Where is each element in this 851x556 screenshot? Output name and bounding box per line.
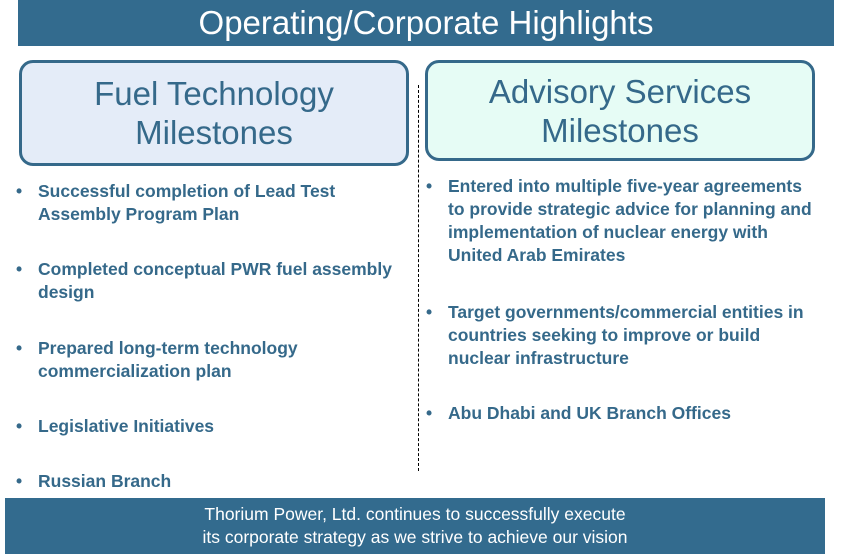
bullet-icon: • (16, 471, 23, 491)
list-item (16, 258, 411, 304)
column-divider (418, 85, 419, 471)
advisory-services-heading-line1: Advisory Services (488, 72, 752, 110)
footer-line1: Thorium Power, Ltd. continues to successfully execute (204, 504, 626, 524)
list-item (426, 402, 821, 425)
advisory-services-heading-line2: Milestones (541, 111, 699, 149)
advisory-services-list (426, 175, 821, 425)
bullet-icon: • (16, 181, 23, 201)
list-item (16, 415, 411, 438)
bullet-icon: • (426, 403, 433, 423)
fuel-technology-heading-line2: Milestones (135, 114, 293, 151)
list-item-text: Target governments/commercial entities in countries seeking to improve or build nuclear infrastructure (448, 302, 804, 368)
list-item (16, 337, 411, 383)
list-item (16, 470, 411, 493)
footer-line2: its corporate strategy as we strive to achieve our vision (202, 527, 628, 547)
page-title: Operating/Corporate Highlights (198, 4, 654, 41)
fuel-technology-heading-line1: Fuel Technology (94, 75, 334, 112)
list-item-text: Completed conceptual PWR fuel assembly design (38, 259, 392, 302)
list-item-text: Abu Dhabi and UK Branch Offices (448, 403, 731, 423)
fuel-technology-heading-box (19, 60, 409, 166)
bullet-icon: • (16, 259, 23, 279)
advisory-services-heading-box (425, 60, 815, 161)
title-banner (18, 0, 834, 46)
bullet-icon: • (16, 416, 23, 436)
bullet-icon: • (426, 302, 433, 322)
list-item-text: Russian Branch (38, 471, 172, 491)
list-item (16, 180, 411, 226)
bullet-icon: • (426, 176, 433, 196)
list-item (426, 175, 821, 267)
list-item-text: Successful completion of Lead Test Assembly Program Plan (38, 181, 336, 224)
list-item (426, 301, 821, 370)
list-item-text: Legislative Initiatives (38, 416, 215, 436)
list-item-text: Entered into multiple five-year agreements to provide strategic advice for planning and implementation of nuclear energy with United Arab Emirates (448, 176, 812, 265)
bullet-icon: • (16, 338, 23, 358)
fuel-technology-list (16, 180, 411, 493)
footer-banner (5, 498, 825, 554)
list-item-text: Prepared long-term technology commercialization plan (38, 338, 298, 381)
